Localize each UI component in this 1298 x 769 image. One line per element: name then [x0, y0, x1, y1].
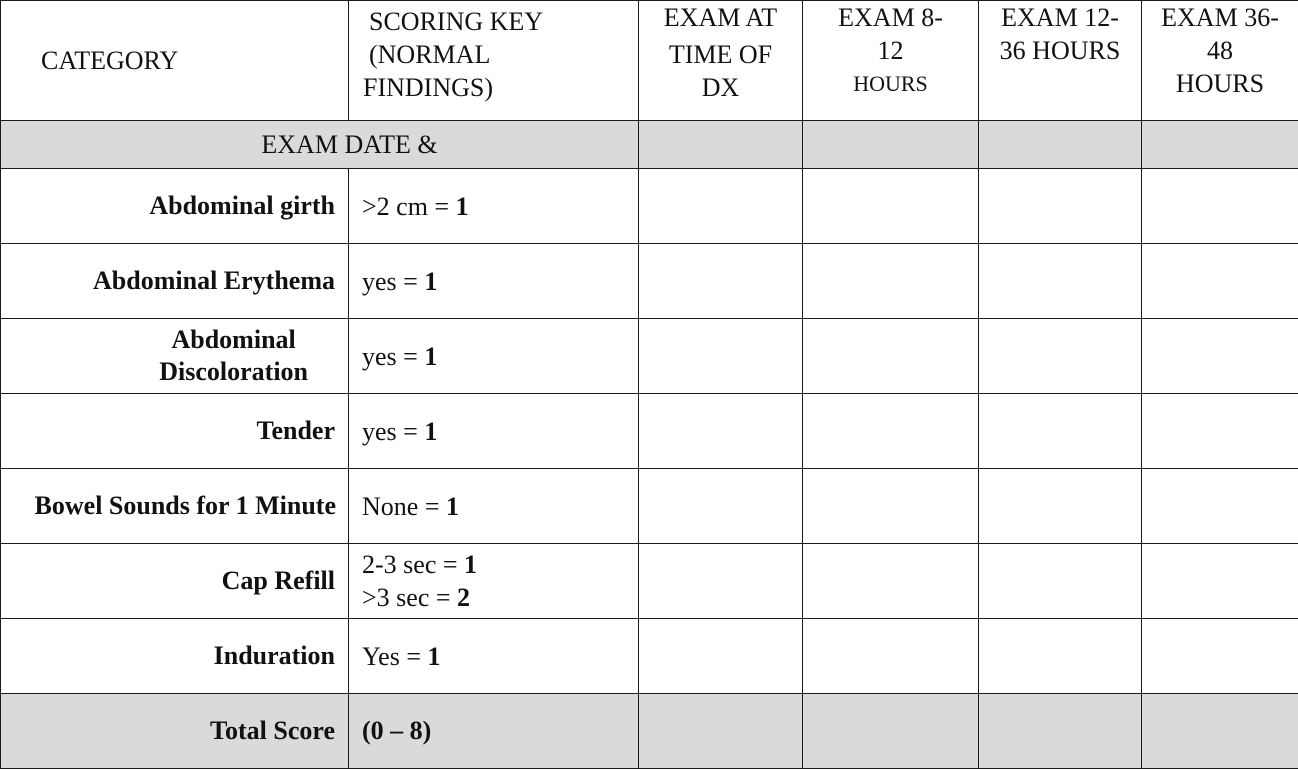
score-cell-12-36[interactable]	[979, 169, 1142, 244]
score-cell-36-48[interactable]	[1142, 544, 1298, 619]
scoring-key-text: yes =	[362, 342, 424, 371]
exam-date-cell-dx[interactable]	[639, 121, 803, 169]
total-score-row	[1, 694, 1298, 769]
header-exam-8-12-line: EXAM 8-	[803, 1, 978, 34]
scoring-key-score: 1	[428, 642, 441, 671]
total-cell-8-12[interactable]	[803, 694, 979, 769]
scoring-key-score: 1	[456, 192, 469, 221]
exam-date-row	[1, 121, 1298, 169]
header-exam-8-12	[803, 1, 979, 121]
header-scoring-key-line: FINDINGS)	[363, 71, 638, 104]
total-cell-12-36[interactable]	[979, 694, 1142, 769]
scoring-key	[349, 319, 639, 394]
score-cell-36-48[interactable]	[1142, 169, 1298, 244]
table-row	[1, 544, 1298, 619]
header-scoring-key-line: (NORMAL	[363, 38, 638, 71]
scoring-key-score: 1	[464, 550, 477, 579]
score-cell-dx[interactable]	[639, 544, 803, 619]
scoring-key	[349, 244, 639, 319]
exam-date-cell-8-12[interactable]	[803, 121, 979, 169]
scoring-key	[349, 169, 639, 244]
header-exam-12-36-line: 36 HOURS	[979, 34, 1141, 67]
scoring-key-text: yes =	[362, 417, 424, 446]
score-cell-8-12[interactable]	[803, 469, 979, 544]
score-cell-36-48[interactable]	[1142, 394, 1298, 469]
category-label: Induration	[1, 619, 349, 694]
header-exam-dx-line: EXAM AT	[639, 1, 802, 34]
header-exam-8-12-line: 12	[803, 34, 978, 67]
category-label: Abdominal girth	[1, 169, 349, 244]
score-cell-12-36[interactable]	[979, 319, 1142, 394]
category-label	[1, 319, 349, 394]
score-cell-8-12[interactable]	[803, 544, 979, 619]
scoring-key-line	[362, 548, 638, 581]
scoring-key-text: None =	[362, 492, 446, 521]
scoring-key-text: yes =	[362, 267, 424, 296]
header-exam-12-36-line: EXAM 12-	[979, 1, 1141, 34]
header-exam-12-36	[979, 1, 1142, 121]
header-exam-dx-line: TIME OF	[639, 34, 802, 71]
header-row	[1, 1, 1298, 121]
scoring-key-score: 2	[457, 583, 470, 612]
header-exam-36-48-line: HOURS	[1142, 67, 1298, 100]
scoring-key	[349, 469, 639, 544]
scoring-key	[349, 619, 639, 694]
category-label: Abdominal Erythema	[1, 244, 349, 319]
score-cell-36-48[interactable]	[1142, 619, 1298, 694]
scoring-key-text: Yes =	[362, 642, 428, 671]
table-row	[1, 169, 1298, 244]
score-cell-dx[interactable]	[639, 469, 803, 544]
score-cell-12-36[interactable]	[979, 544, 1142, 619]
score-cell-36-48[interactable]	[1142, 244, 1298, 319]
scoring-key-score: 1	[424, 267, 437, 296]
score-cell-12-36[interactable]	[979, 394, 1142, 469]
header-scoring-key	[349, 1, 639, 121]
score-cell-dx[interactable]	[639, 619, 803, 694]
score-cell-36-48[interactable]	[1142, 319, 1298, 394]
table-row	[1, 394, 1298, 469]
scoring-key-text: >2 cm =	[362, 192, 456, 221]
category-label: Tender	[1, 394, 349, 469]
exam-date-cell-12-36[interactable]	[979, 121, 1142, 169]
score-cell-8-12[interactable]	[803, 244, 979, 319]
table-row	[1, 319, 1298, 394]
table-row	[1, 619, 1298, 694]
score-cell-8-12[interactable]	[803, 394, 979, 469]
category-label-wrap	[159, 324, 335, 388]
scoring-key	[349, 544, 639, 619]
score-cell-12-36[interactable]	[979, 244, 1142, 319]
scoring-key-score: 1	[424, 417, 437, 446]
category-label: Bowel Sounds for 1 Minute	[1, 469, 349, 544]
header-exam-dx-line: DX	[639, 71, 802, 104]
score-cell-dx[interactable]	[639, 244, 803, 319]
total-score-label: Total Score	[1, 694, 349, 769]
scoring-key-line	[362, 581, 638, 614]
total-cell-dx[interactable]	[639, 694, 803, 769]
score-cell-dx[interactable]	[639, 319, 803, 394]
header-exam-dx	[639, 1, 803, 121]
score-cell-12-36[interactable]	[979, 619, 1142, 694]
score-cell-dx[interactable]	[639, 169, 803, 244]
header-category: CATEGORY	[1, 1, 349, 121]
score-cell-36-48[interactable]	[1142, 469, 1298, 544]
header-exam-36-48	[1142, 1, 1298, 121]
header-scoring-key-line: SCORING KEY	[363, 5, 638, 38]
category-label-line: Discoloration	[159, 356, 308, 388]
scoring-key-score: 1	[424, 342, 437, 371]
category-label: Cap Refill	[1, 544, 349, 619]
score-cell-8-12[interactable]	[803, 619, 979, 694]
header-exam-8-12-line: HOURS	[803, 67, 978, 100]
exam-date-cell-36-48[interactable]	[1142, 121, 1298, 169]
score-cell-dx[interactable]	[639, 394, 803, 469]
table-row	[1, 244, 1298, 319]
score-cell-12-36[interactable]	[979, 469, 1142, 544]
scoring-key-text: 2-3 sec =	[362, 550, 464, 579]
scoring-key-score: 1	[446, 492, 459, 521]
exam-date-label: EXAM DATE &	[1, 121, 639, 169]
total-score-range: (0 – 8)	[349, 694, 639, 769]
score-cell-8-12[interactable]	[803, 319, 979, 394]
scoring-key	[349, 394, 639, 469]
score-cell-8-12[interactable]	[803, 169, 979, 244]
total-cell-36-48[interactable]	[1142, 694, 1298, 769]
header-exam-36-48-line: 48	[1142, 34, 1298, 67]
category-label-line: Abdominal	[159, 324, 308, 356]
scoring-key-text: >3 sec =	[362, 583, 457, 612]
table-row	[1, 469, 1298, 544]
header-exam-36-48-line: EXAM 36-	[1142, 1, 1298, 34]
